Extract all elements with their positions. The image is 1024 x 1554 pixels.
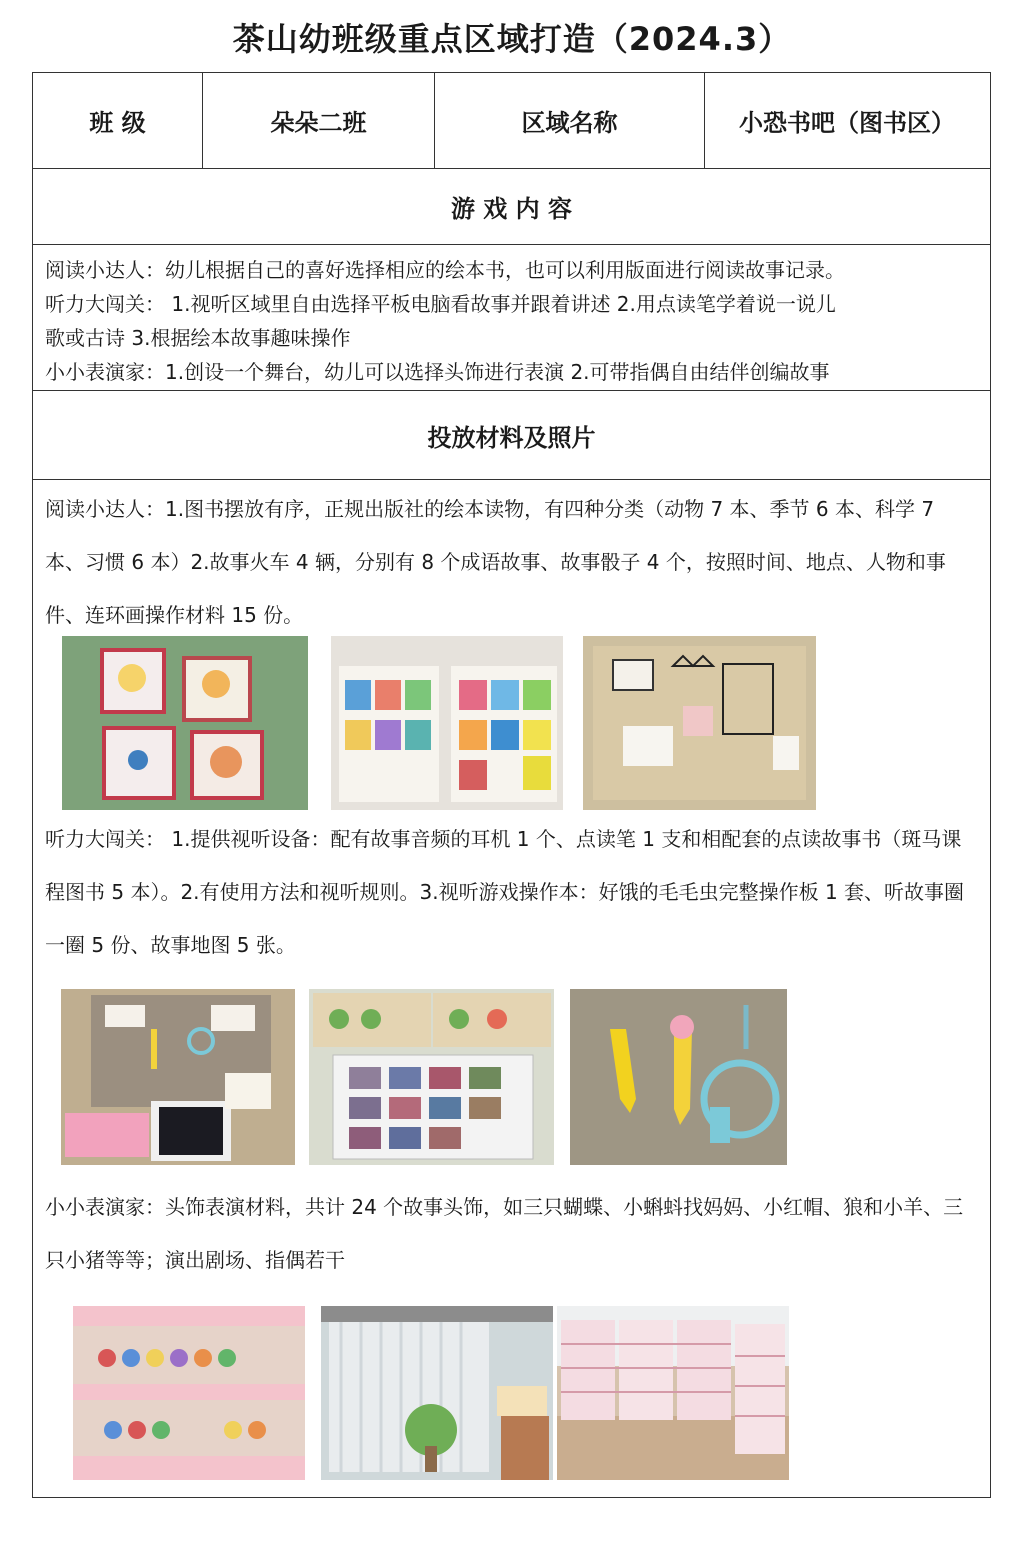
bookshelf-photo	[331, 636, 563, 810]
activity-book-photo	[309, 989, 554, 1165]
record-table	[32, 72, 991, 1498]
game-line: 阅读小达人：幼儿根据自己的喜好选择相应的绘本书，也可以利用版面进行阅读故事记录。	[45, 258, 845, 282]
game-line: 歌或古诗 3.根据绘本故事趣味操作	[45, 326, 351, 350]
materials-heading: 投放材料及照片	[33, 391, 990, 480]
header-row	[33, 73, 990, 169]
performer-materials-text: 小小表演家：头饰表演材料，共计 24 个故事头饰，如三只蝴蝶、小蝌蚪找妈妈、小红帽、狼和小羊、三只小猪等等；演出剧场、指偶若干	[45, 1195, 964, 1272]
reading-materials-text: 阅读小达人：1.图书摆放有序，正规出版社的绘本读物，有四种分类（动物 7 本、季节 6 本、科学 7 本、习惯 6 本）2.故事火车 4 辆，分别有 8 个成语故事、故事骰子 4 个，按照时间、地点、人物和事件、连环画操作材料 15 份。	[45, 497, 946, 627]
curtain-theater-photo	[321, 1306, 553, 1480]
game-content-heading: 游 戏 内 容	[33, 168, 990, 245]
area-value: 小恐书吧（图书区）	[739, 109, 955, 137]
game-line: 听力大闯关： 1.视听区域里自由选择平板电脑看故事并跟着讲述 2.用点读笔学着说一说儿	[45, 292, 836, 316]
story-dice-photo	[62, 636, 308, 810]
listening-materials-text: 听力大闯关： 1.提供视听设备：配有故事音频的耳机 1 个、点读笔 1 支和相配套的点读故事书（斑马课程图书 5 本）。2.有使用方法和视听规则。3.视听游戏操作本：好饿的毛毛虫完整操作板 1 套、听故事圈一圈 5 份、故事地图 5 张。	[45, 827, 965, 957]
listening-corner-photo	[61, 989, 295, 1165]
storage-drawers-photo	[557, 1306, 789, 1480]
page-title: 茶山幼班级重点区域打造（2024.3）	[232, 20, 792, 58]
story-board-photo	[583, 636, 816, 810]
game-content-body	[33, 245, 990, 391]
class-label: 班 级	[33, 73, 203, 168]
class-value: 朵朵二班	[203, 73, 435, 168]
area-label: 区域名称	[435, 73, 705, 168]
game-line: 小小表演家：1.创设一个舞台，幼儿可以选择头饰进行表演 2.可带指偶自由结伴创编故事	[45, 360, 830, 384]
finger-puppet-stage-photo	[73, 1306, 305, 1480]
reading-pens-headphones-photo	[570, 989, 787, 1165]
